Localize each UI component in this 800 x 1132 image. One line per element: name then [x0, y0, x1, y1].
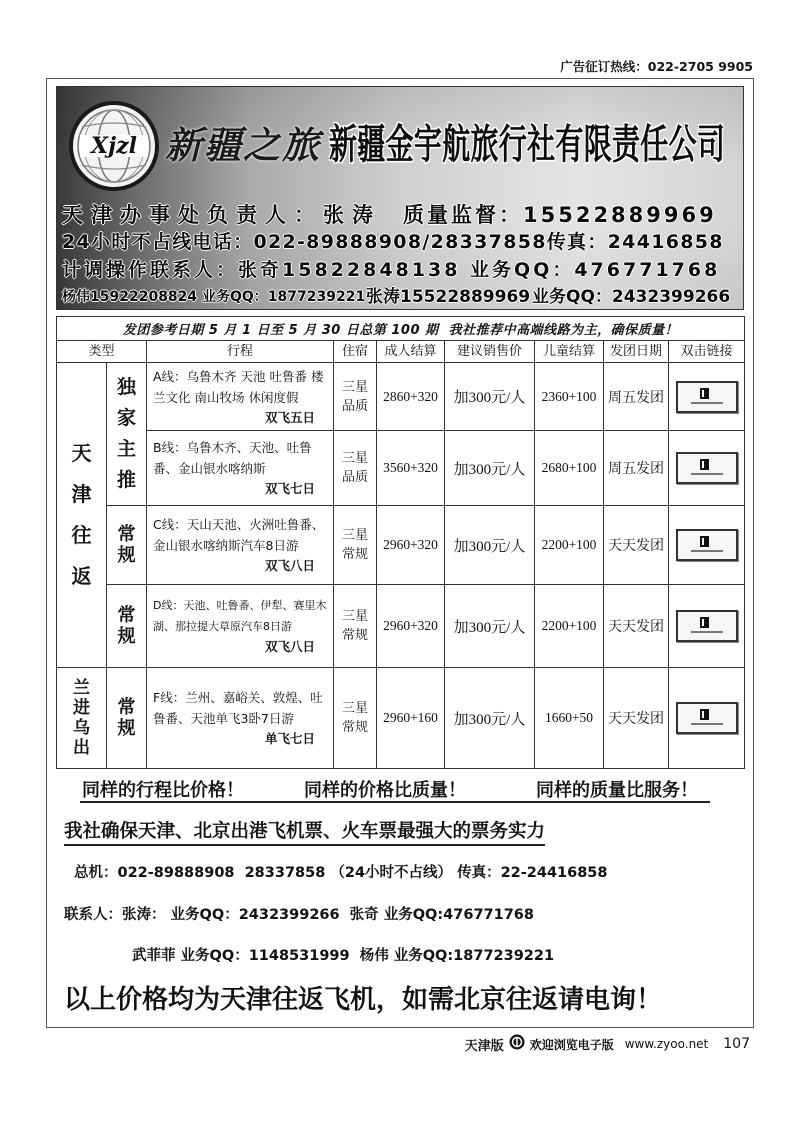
route-cell: [147, 585, 334, 668]
quality-supervisor: 质量监督：15522889969: [403, 203, 717, 227]
lodging-cell: [334, 668, 377, 769]
link-cell: [669, 431, 745, 506]
lodging-cell: [334, 585, 377, 668]
group-label: 天津往返: [71, 441, 92, 588]
group-label: 兰进乌出: [73, 678, 90, 758]
page-number: 107: [723, 1036, 750, 1052]
publication-badge-icon: [509, 1034, 525, 1054]
route-duration: 双飞八日: [264, 639, 315, 654]
switchboard-line: 总机：022-89888908 28337858 （24小时不占线） 传真：22-24416858: [74, 865, 608, 881]
lodging-level: 三星品质: [341, 379, 368, 414]
header-link: 双击链接: [669, 341, 745, 363]
price-footnote: 以上价格均为天津往返飞机，如需北京往返请电询！: [64, 985, 663, 1015]
adult-price: 2960+320: [377, 585, 445, 668]
route-description: A线：乌鲁木齐 天池 吐鲁番 楼兰文化 南山牧场 休闲度假: [153, 368, 324, 405]
welcome-text: 欢迎浏览电子版: [529, 1037, 614, 1052]
document-thumbnail-icon: [686, 387, 728, 407]
subtype-label: 独家主推: [116, 376, 136, 491]
header-type: 类型: [57, 341, 147, 363]
lodging-level: 三星品质: [341, 451, 368, 485]
contact-people-line: 武菲菲 业务QQ：1148531999 杨伟 业务QQ:1877239221: [132, 948, 555, 964]
route-description: B线：乌鲁木齐、天池、吐鲁番、金山银水喀纳斯: [153, 440, 312, 476]
document-thumbnail-icon: [686, 616, 728, 636]
route-description: D线：天池、吐鲁番、伊犁、赛里木湖、那拉提大草原汽车8日游: [153, 599, 327, 633]
suggested-price: 加300元/人: [445, 506, 535, 585]
link-cell: [669, 668, 745, 769]
link-cell: [669, 506, 745, 585]
link-cell: [669, 363, 745, 431]
adult-price: 2960+320: [377, 506, 445, 585]
slogan-quality: 同样的价格比质量！: [304, 780, 466, 801]
child-price: 2680+100: [535, 431, 604, 506]
itinerary-row-b: [57, 431, 745, 506]
company-name: 新疆金宇航旅行社有限责任公司: [329, 120, 726, 169]
double-click-link-button[interactable]: [676, 452, 738, 484]
subtype-label: 常规: [117, 605, 136, 647]
header-child-price: 儿童结算: [535, 341, 604, 363]
document-thumbnail-icon: [686, 708, 728, 728]
website-url: www.zyoo.net: [624, 1037, 709, 1051]
suggested-price: 加300元/人: [445, 363, 535, 431]
logo-text: Xjzl: [91, 133, 137, 159]
slogan-service: 同样的质量比服务！: [536, 780, 698, 801]
departure-schedule: 天天发团: [604, 668, 669, 769]
departure-schedule: 周五发团: [604, 431, 669, 506]
header-adult-price: 成人结算: [377, 341, 445, 363]
lodging-level: 三星常规: [341, 528, 368, 562]
operations-contact: 计调操作联系人：张奇15822848138 业务QQ：476771768: [62, 259, 721, 281]
route-duration: 单飞七日: [264, 731, 315, 746]
child-price: 1660+50: [535, 668, 604, 769]
header-departure: 发团日期: [604, 341, 669, 363]
lodging-cell: [334, 363, 377, 431]
calligraphy-slogan: 新疆之旅: [165, 123, 321, 167]
lodging-cell: [334, 506, 377, 585]
departure-notice: 发团参考日期 5 月 1 日至 5 月 30 日总第 100 期 我社推荐中高端线路为主，确保质量！: [57, 317, 745, 341]
subtype-cell: [107, 506, 147, 585]
edition-label: 天津版: [464, 1038, 504, 1054]
double-click-link-button[interactable]: [676, 702, 738, 734]
route-description: F线：兰州、嘉峪关、敦煌、吐鲁番、天池单飞3卧7日游: [153, 690, 323, 726]
hotline-24h: 24小时不占线电话：022-89888908/28337858传真：24416858: [62, 231, 724, 253]
departure-schedule: 周五发团: [604, 363, 669, 431]
document-thumbnail-icon: [686, 458, 728, 478]
contact-qq: 业务QQ：1877239221: [202, 289, 366, 305]
adult-price: 3560+320: [377, 431, 445, 506]
subtype-cell: [107, 363, 147, 506]
suggested-price: 加300元/人: [445, 431, 535, 506]
double-click-link-button[interactable]: [676, 610, 738, 642]
ticketing-claim: 我社确保天津、北京出港飞机票、火车票最强大的票务实力: [64, 821, 545, 846]
suggested-price: 加300元/人: [445, 668, 535, 769]
lodging-level: 三星常规: [341, 701, 368, 735]
header-itinerary: 行程: [147, 341, 334, 363]
contact-qq: 业务QQ：2432399266: [532, 287, 731, 307]
group-cell: [57, 668, 107, 769]
notice-row: [57, 317, 745, 341]
contact-phone: 杨伟15922208824: [62, 289, 198, 305]
header-suggested-price: 建议销售价: [445, 341, 535, 363]
lodging-level: 三星常规: [341, 609, 368, 643]
child-price: 2360+100: [535, 363, 604, 431]
document-thumbnail-icon: [686, 535, 728, 555]
slogan-price: 同样的行程比价格！: [82, 780, 244, 801]
subtype-label: 常规: [117, 524, 136, 566]
suggested-price: 加300元/人: [445, 585, 535, 668]
subtype-cell: [107, 585, 147, 668]
child-price: 2200+100: [535, 585, 604, 668]
contact-people-line: 联系人：张涛： 业务QQ：2432399266 张奇 业务QQ:476771768: [64, 907, 534, 923]
subtype-label: 常规: [117, 697, 136, 739]
route-cell: [147, 668, 334, 769]
lodging-cell: [334, 431, 377, 506]
departure-schedule: 天天发团: [604, 506, 669, 585]
company-banner: [56, 86, 744, 310]
company-logo: [68, 100, 160, 192]
itinerary-row-a: [57, 363, 745, 431]
child-price: 2200+100: [535, 506, 604, 585]
adult-price: 2960+160: [377, 668, 445, 769]
link-cell: [669, 585, 745, 668]
route-cell: [147, 506, 334, 585]
double-click-link-button[interactable]: [676, 529, 738, 561]
group-cell: [57, 363, 107, 668]
adult-price: 2860+320: [377, 363, 445, 431]
header-row: [57, 341, 745, 363]
itinerary-row-f: [57, 668, 745, 769]
route-cell: [147, 363, 334, 431]
contact-phone: 张涛15522889969: [366, 287, 531, 307]
double-click-link-button[interactable]: [676, 381, 738, 413]
ad-hotline: 广告征订热线：022-2705 9905: [560, 59, 753, 74]
route-cell: [147, 431, 334, 506]
route-duration: 双飞八日: [264, 558, 315, 573]
office-manager: 天津办事处负责人：张涛: [62, 203, 381, 227]
itinerary-table: [56, 316, 745, 769]
header-lodging: 住宿: [334, 341, 377, 363]
route-duration: 双飞七日: [264, 481, 315, 496]
route-description: C线：天山天池、火洲吐鲁番、金山银水喀纳斯汽车8日游: [153, 517, 325, 553]
itinerary-row-c: [57, 506, 745, 585]
slogan-underline: [80, 801, 710, 803]
page-footer: [465, 1035, 750, 1053]
departure-schedule: 天天发团: [604, 585, 669, 668]
subtype-cell: [107, 668, 147, 769]
itinerary-row-d: [57, 585, 745, 668]
route-duration: 双飞五日: [264, 409, 315, 425]
